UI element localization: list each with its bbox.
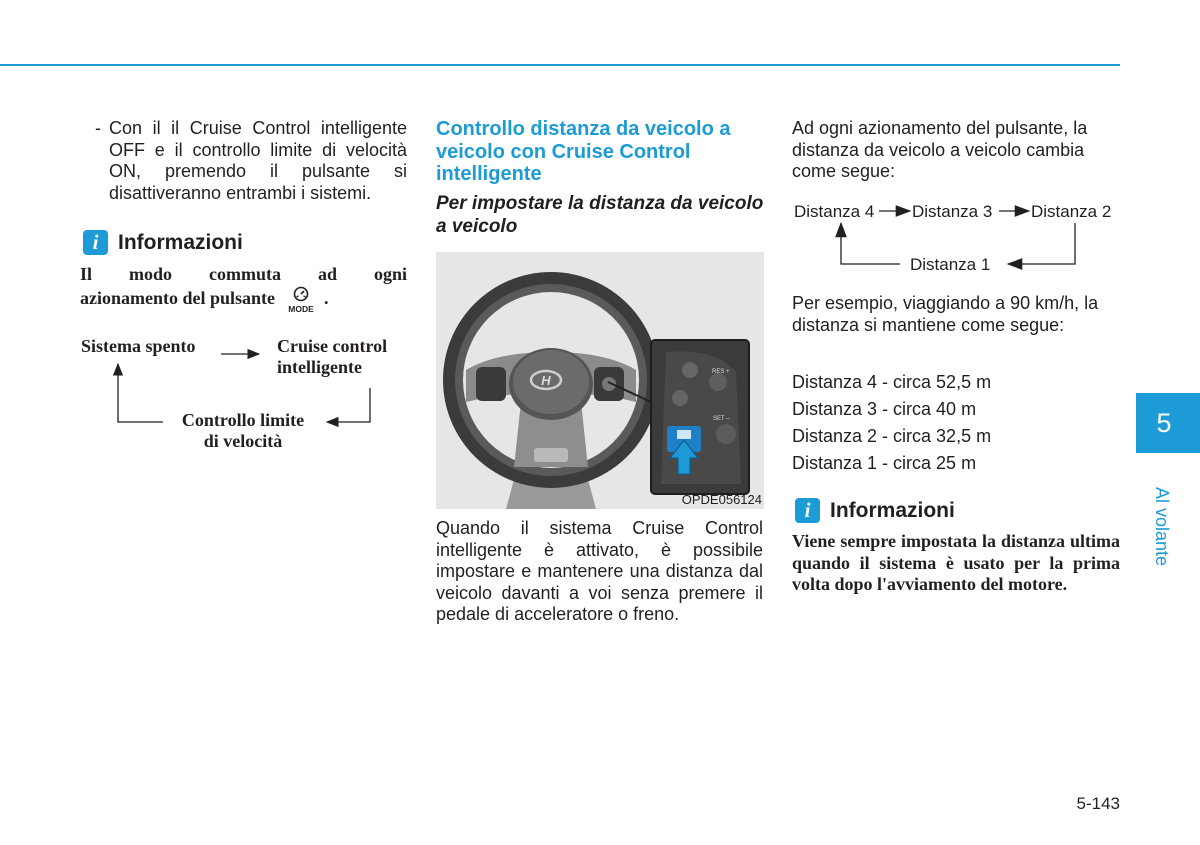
distance-list <box>792 369 991 477</box>
arrow-2-to-1 <box>1008 223 1075 264</box>
body-paragraph: Quando il sistema Cruise Control intelligente è attivato, è possibile impostare e mantenere una distanza dal veicolo davanti a voi senza premere il pedale di acceleratore o freno. <box>436 518 763 624</box>
diagram-node-off: Sistema spento <box>81 336 196 356</box>
info-line-2 <box>80 286 407 314</box>
mode-button-icon <box>286 286 316 314</box>
photo-code: OPDE056124 <box>681 492 762 507</box>
info-title: Informazioni <box>118 230 243 254</box>
info-text-1 <box>80 264 407 314</box>
svg-text:H: H <box>541 373 551 388</box>
cycle-distance-1: Distanza 1 <box>910 255 991 274</box>
info-title: Informazioni <box>830 498 955 522</box>
info-header-1 <box>83 230 243 255</box>
info-text-2: Viene sempre impostata la distanza ultima quando il sistema è usato per la prima volta dopo l'avviamento del motore. <box>792 531 1120 594</box>
list-item: Distanza 3 - circa 40 m <box>792 399 977 419</box>
steering-wheel-graphic <box>436 252 764 509</box>
info-icon: i <box>795 498 820 523</box>
bullet-text: Con il il Cruise Control intelligente OFF e il controllo limite di velocità ON, premendo il pulsante si disattiveranno entrambi i sistemi. <box>109 118 407 203</box>
chapter-tab <box>1136 393 1200 453</box>
info-icon: i <box>83 230 108 255</box>
list-item: Distanza 1 - circa 25 m <box>792 453 977 473</box>
info-word: Il <box>80 264 93 284</box>
set-label: SET – <box>713 416 730 422</box>
bullet-dash: - <box>95 118 101 138</box>
info-line-2-text: azionamento del pulsante <box>80 287 276 308</box>
list-item: Distanza 2 - circa 32,5 m <box>792 426 992 446</box>
diagram-node-scc-line1: Cruise control <box>277 336 388 356</box>
info-word: commuta <box>209 264 281 284</box>
steering-wheel-illustration <box>436 252 764 509</box>
info-line-2-end: . <box>324 287 329 308</box>
chapter-title-text: Al volante <box>1152 487 1172 567</box>
list-item: Distanza 4 - circa 52,5 m <box>792 372 992 392</box>
page-number: 5-143 <box>1076 794 1120 813</box>
example-paragraph: Per esempio, viaggiando a 90 km/h, la distanza si mantiene come segue: <box>792 293 1099 335</box>
cycle-distance-2: Distanza 2 <box>1031 202 1112 221</box>
arrow-down-left <box>327 388 370 422</box>
arrow-1-to-4 <box>841 223 900 264</box>
diagram-node-limit-line1: Controllo limite <box>181 410 305 430</box>
cycle-distance-3: Distanza 3 <box>912 202 993 221</box>
info-line-1 <box>80 264 407 286</box>
diagram-node-scc-line2: intelligente <box>277 357 362 377</box>
res-label: RES + <box>712 369 730 375</box>
cycle-distance-4: Distanza 4 <box>794 202 875 221</box>
mode-icon-label: MODE <box>287 303 314 314</box>
mode-icon-graphic <box>286 286 316 314</box>
info-word: ogni <box>373 264 407 284</box>
top-rule <box>0 64 1120 66</box>
section-heading: Controllo distanza da veicolo a veicolo con Cruise Control intelligente <box>436 118 731 185</box>
chapter-title <box>1150 487 1180 567</box>
arrow-up <box>118 364 163 422</box>
info-word: ad <box>317 264 337 284</box>
chapter-number: 5 <box>1156 407 1172 438</box>
info-header-2 <box>795 498 955 523</box>
section-subheading: Per impostare la distanza da veicolo a veicolo <box>436 193 764 237</box>
diagram-node-limit-line2: di velocità <box>203 431 283 451</box>
bullet-note <box>95 118 407 204</box>
intro-paragraph: Ad ogni azionamento del pulsante, la distanza da veicolo a veicolo cambia come segue: <box>792 118 1088 181</box>
info-word: modo <box>129 264 173 284</box>
